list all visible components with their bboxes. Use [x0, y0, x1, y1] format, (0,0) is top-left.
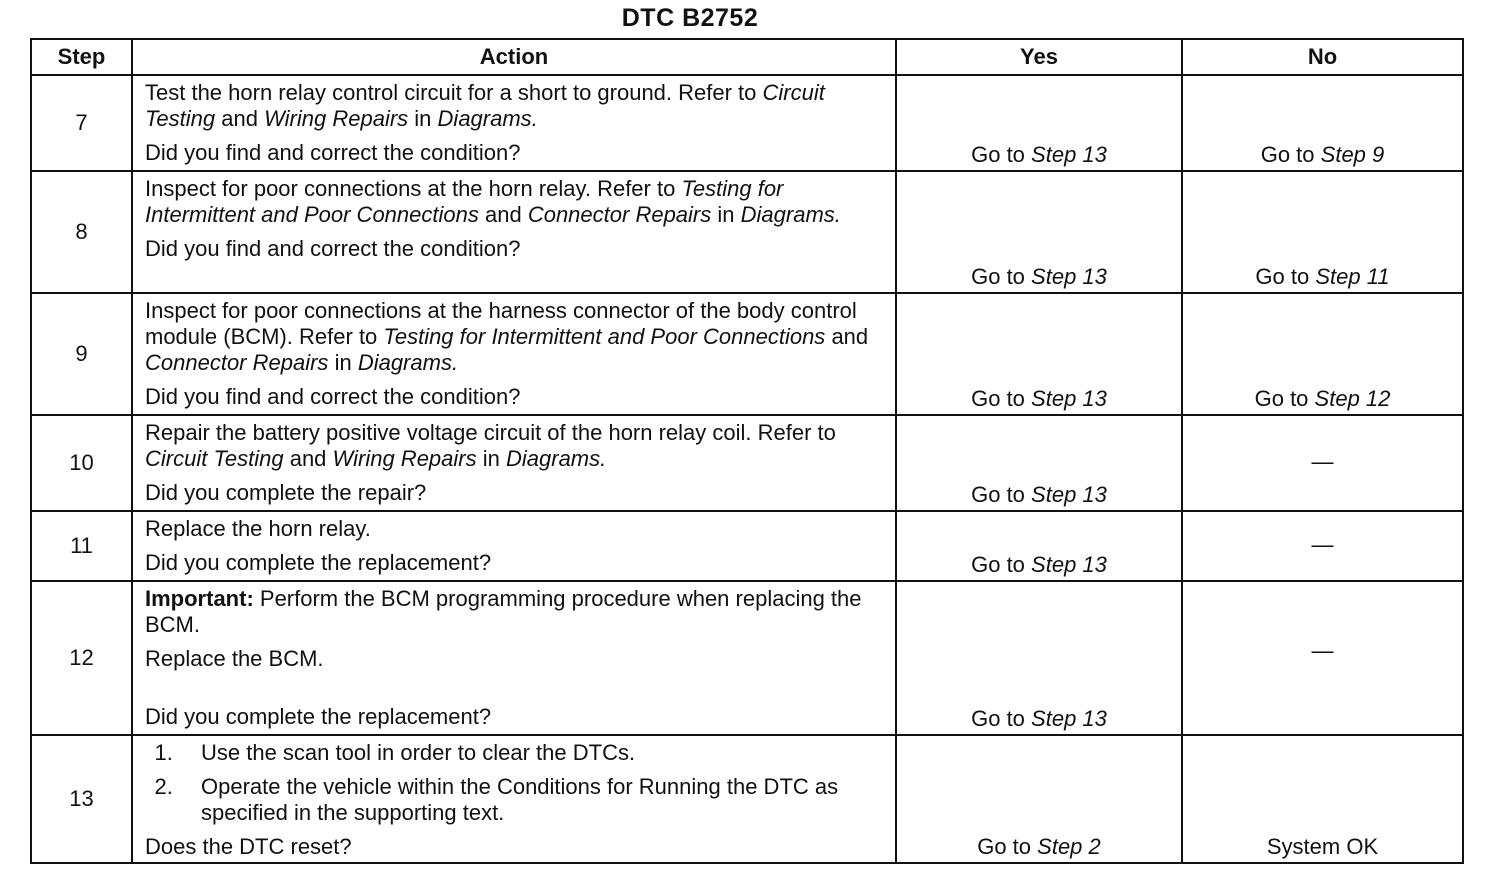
- no-step-ref: Step 12: [1314, 386, 1391, 411]
- substep-item: 1. Use the scan tool in order to clear the DTCs.: [179, 740, 887, 766]
- go-to-label: Go to: [971, 264, 1025, 289]
- yes-step-ref: Step 13: [1031, 142, 1107, 167]
- question-text: Did you find and correct the condition?: [145, 384, 521, 409]
- important-label: Important:: [145, 586, 254, 611]
- yes-step-ref: Step 13: [1031, 482, 1107, 507]
- header-yes: Yes: [896, 39, 1182, 75]
- question-text: Did you complete the replacement?: [145, 550, 492, 575]
- action-cell: [132, 171, 896, 293]
- no-cell: —: [1182, 511, 1463, 581]
- action-text: Test the horn relay control circuit for a short to ground. Refer to Circuit Testing and Wiring Repairs in Diagrams.: [145, 80, 825, 131]
- yes-step-ref: Step 13: [1031, 706, 1107, 731]
- action-cell: [132, 511, 896, 581]
- yes-cell: [896, 415, 1182, 511]
- go-to-label: Go to: [971, 706, 1025, 731]
- header-action: Action: [132, 39, 896, 75]
- table-row: [31, 171, 1463, 293]
- table-row: [31, 415, 1463, 511]
- table-row: [31, 581, 1463, 735]
- no-cell: System OK: [1182, 735, 1463, 863]
- table-row: [31, 293, 1463, 415]
- yes-cell: [896, 75, 1182, 171]
- diagnostic-table: [30, 38, 1464, 864]
- go-to-label: Go to: [971, 142, 1025, 167]
- action-cell: [132, 75, 896, 171]
- yes-cell: [896, 171, 1182, 293]
- yes-cell: [896, 293, 1182, 415]
- step-number: 7: [31, 75, 132, 171]
- yes-cell: [896, 735, 1182, 863]
- question-text: Did you complete the repair?: [145, 480, 427, 505]
- yes-step-ref: Step 13: [1031, 264, 1107, 289]
- table-row: [31, 511, 1463, 581]
- no-cell: —: [1182, 415, 1463, 511]
- go-to-label: Go to: [977, 834, 1032, 859]
- action-text: Replace the horn relay.: [145, 516, 371, 541]
- action-cell: [132, 735, 896, 863]
- action-cell: [132, 415, 896, 511]
- table-row: [31, 735, 1463, 863]
- go-to-label: Go to: [1254, 386, 1309, 411]
- step-number: 9: [31, 293, 132, 415]
- yes-cell: [896, 511, 1182, 581]
- step-number: 12: [31, 581, 132, 735]
- question-text: Does the DTC reset?: [145, 834, 352, 859]
- page-title: DTC B2752: [621, 4, 759, 32]
- header-no: No: [1182, 39, 1463, 75]
- header-step: Step: [31, 39, 132, 75]
- go-to-label: Go to: [971, 552, 1025, 577]
- action-text: Repair the battery positive voltage circuit of the horn relay coil. Refer to Circuit Testing and Wiring Repairs in Diagrams.: [145, 420, 836, 471]
- action-cell: [132, 581, 896, 735]
- no-step-ref: Step 11: [1315, 264, 1390, 289]
- question-text: Did you find and correct the condition?: [145, 140, 521, 165]
- no-cell: [1182, 75, 1463, 171]
- no-cell: [1182, 171, 1463, 293]
- go-to-label: Go to: [971, 482, 1025, 507]
- step-number: 13: [31, 735, 132, 863]
- yes-step-ref: Step 13: [1031, 552, 1107, 577]
- action-text: Inspect for poor connections at the harness connector of the body control module (BCM). Refer to Testing for Intermittent and Poor Connections and Connector Repairs in Diagrams.: [145, 298, 869, 375]
- table-row: [31, 75, 1463, 171]
- yes-cell: [896, 581, 1182, 735]
- step-number: 10: [31, 415, 132, 511]
- substep-item: 2. Operate the vehicle within the Conditions for Running the DTC as specified in the supporting text.: [179, 774, 887, 826]
- important-note: Important: Perform the BCM programming procedure when replacing the BCM.: [145, 586, 862, 637]
- step-number: 11: [31, 511, 132, 581]
- question-text: Did you find and correct the condition?: [145, 236, 521, 261]
- action-cell: [132, 293, 896, 415]
- action-text: Replace the BCM.: [145, 646, 324, 671]
- no-step-ref: Step 9: [1320, 142, 1385, 167]
- substep-list: [145, 740, 887, 826]
- yes-step-ref: Step 2: [1037, 834, 1101, 859]
- go-to-label: Go to: [1255, 264, 1310, 289]
- header-row: [31, 39, 1463, 75]
- step-number: 8: [31, 171, 132, 293]
- go-to-label: Go to: [971, 386, 1025, 411]
- no-cell: —: [1182, 581, 1463, 735]
- no-cell: [1182, 293, 1463, 415]
- action-text: Inspect for poor connections at the horn relay. Refer to Testing for Intermittent and Poor Connections and Connector Repairs in Diagrams.: [145, 176, 841, 227]
- yes-step-ref: Step 13: [1031, 386, 1107, 411]
- go-to-label: Go to: [1260, 142, 1315, 167]
- question-text: Did you complete the replacement?: [145, 704, 492, 729]
